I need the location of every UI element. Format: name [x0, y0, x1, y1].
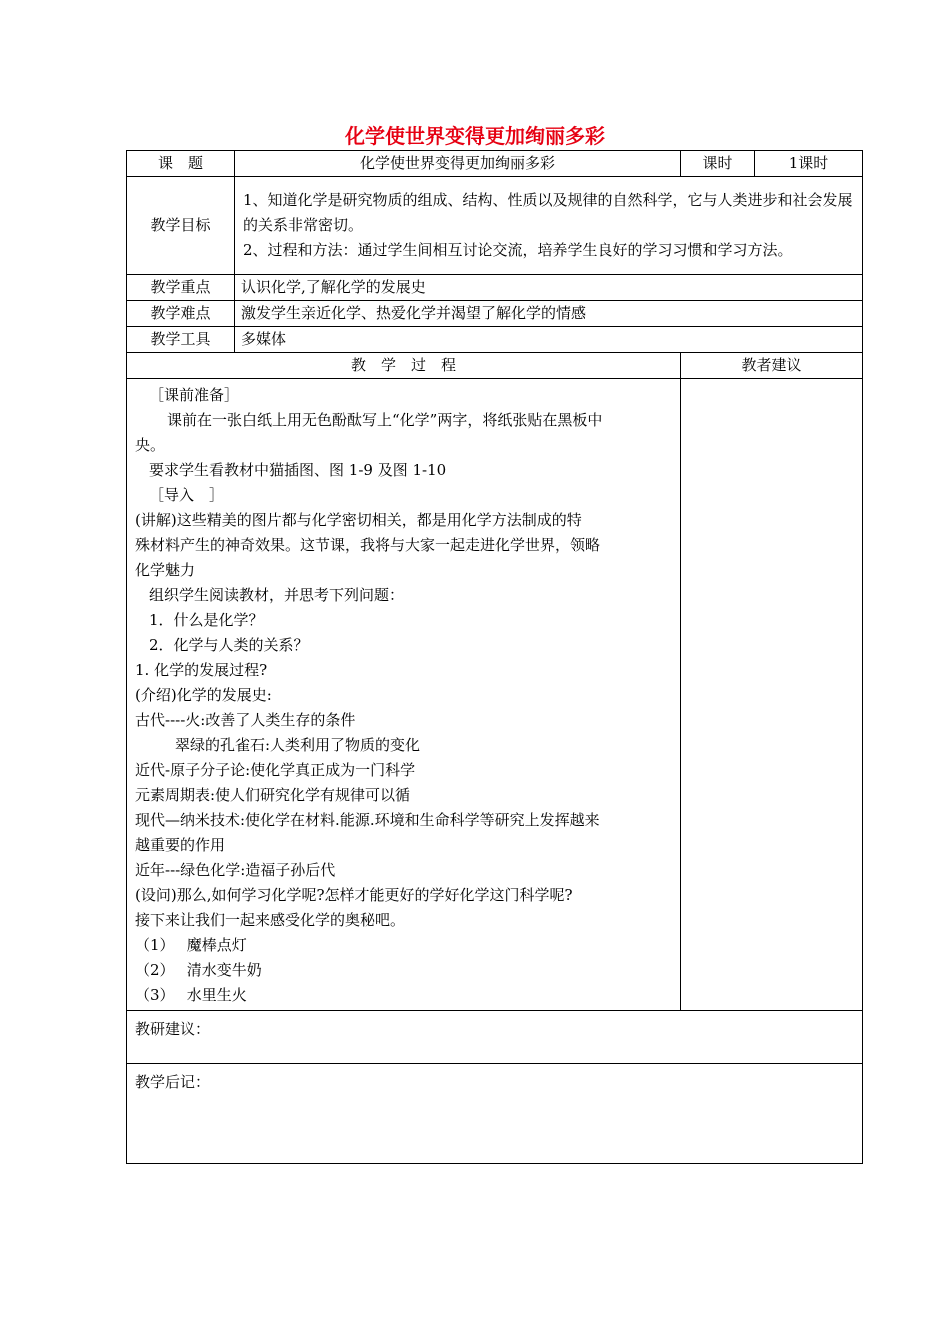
process-line: 1．什么是化学？	[149, 611, 264, 629]
research-suggestion: 教研建议：	[127, 1011, 863, 1064]
process-line: ［课前准备］	[149, 386, 240, 404]
process-line: （2） 清水变牛奶	[135, 961, 262, 979]
tools-value: 多媒体	[235, 327, 863, 353]
process-line: 越重要的作用	[135, 836, 226, 854]
process-line: 近代-原子分子论:使化学真正成为一门科学	[135, 761, 416, 779]
process-line: （1） 魔棒点灯	[135, 936, 247, 954]
process-line: 殊材料产生的神奇效果。这节课，我将与大家一起走进化学世界，领略	[135, 536, 601, 554]
process-line: 1. 化学的发展过程?	[135, 661, 268, 679]
focus-row	[127, 275, 863, 301]
difficulty-value: 激发学生亲近化学、热爱化学并渴望了解化学的情感	[235, 301, 863, 327]
process-header-left: 教 学 过 程	[127, 353, 681, 379]
process-line: ［导入 ］	[149, 486, 225, 504]
topic-value: 化学使世界变得更加绚丽多彩	[235, 151, 681, 177]
hours-value: 1课时	[755, 151, 863, 177]
goals-cell	[235, 177, 863, 275]
process-line: (介绍)化学的发展史:	[135, 686, 272, 704]
process-header-right: 教者建议	[681, 353, 863, 379]
process-line: 要求学生看教材中猫插图、图 1-9 及图 1-10	[149, 461, 447, 479]
process-line: 化学魅力	[135, 561, 196, 579]
process-line: 近年---绿色化学:造福子孙后代	[135, 861, 336, 879]
process-content	[127, 379, 681, 1011]
process-line: (设问)那么,如何学习化学呢?怎样才能更好的学好化学这门科学呢?	[135, 886, 573, 904]
goals-row	[127, 177, 863, 275]
difficulty-row	[127, 301, 863, 327]
lesson-plan-table	[126, 150, 863, 1164]
process-line: 央。	[135, 436, 166, 454]
process-line: 元素周期表:使人们研究化学有规律可以循	[135, 786, 411, 804]
focus-value: 认识化学,了解化学的发展史	[235, 275, 863, 301]
process-line: 古代----火:改善了人类生存的条件	[135, 711, 356, 729]
process-line: 组织学生阅读教材，并思考下列问题：	[149, 586, 405, 604]
process-line: 2．化学与人类的关系？	[149, 636, 309, 654]
research-row	[127, 1011, 863, 1064]
focus-label: 教学重点	[127, 275, 235, 301]
difficulty-label: 教学难点	[127, 301, 235, 327]
tools-label: 教学工具	[127, 327, 235, 353]
process-line: 翠绿的孔雀石:人类利用了物质的变化	[175, 736, 421, 754]
process-header-row	[127, 353, 863, 379]
process-line: 现代—纳米技术:使化学在材料.能源.环境和生命科学等研究上发挥越来	[135, 811, 600, 829]
process-line: 课前在一张白纸上用无色酚酞写上“化学”两字，将纸张贴在黑板中	[167, 411, 603, 429]
header-row	[127, 151, 863, 177]
document-title: 化学使世界变得更加绚丽多彩	[345, 124, 605, 148]
teacher-suggestion-cell	[681, 379, 863, 1011]
teaching-afterword: 教学后记：	[127, 1064, 863, 1164]
afterword-row	[127, 1064, 863, 1164]
process-line: (讲解)这些精美的图片都与化学密切相关，都是用化学方法制成的特	[135, 511, 582, 529]
goal-item: 1、知道化学是研究物质的组成、结构、性质以及规律的自然科学，它与人类进步和社会发展的关系非常密切。	[243, 191, 853, 234]
goals-label: 教学目标	[127, 177, 235, 275]
hours-label: 课时	[681, 151, 755, 177]
process-line: 接下来让我们一起来感受化学的奥秘吧。	[135, 911, 406, 929]
process-row	[127, 379, 863, 1011]
tools-row	[127, 327, 863, 353]
topic-label: 课 题	[127, 151, 235, 177]
process-line: （3） 水里生火	[135, 986, 247, 1004]
goal-item: 2、过程和方法：通过学生间相互讨论交流，培养学生良好的学习习惯和学习方法。	[243, 241, 793, 259]
